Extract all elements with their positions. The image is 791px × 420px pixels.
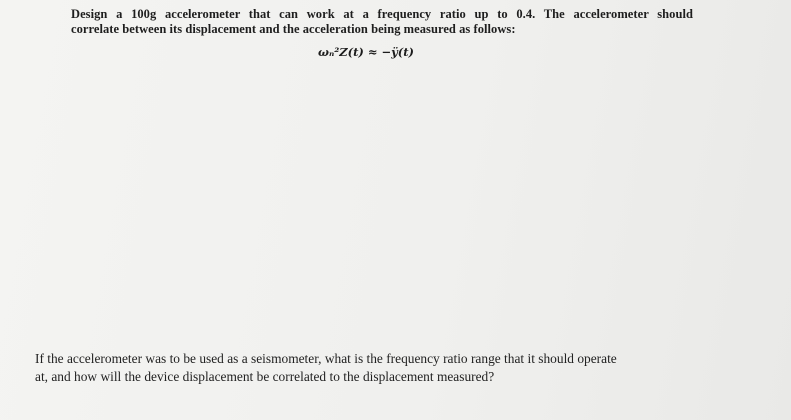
question-1-line-1: Design a 100g accelerometer that can work at a frequency ratio up to 0.4. The accelerometer should — [71, 7, 693, 21]
question-2-line-1: If the accelerometer was to be used as a seismometer, what is the frequency ratio range that it should operate — [35, 351, 617, 366]
equation: ωₙ²Z(t) ≈ −ÿ(t) — [318, 45, 414, 59]
question-2-text — [35, 350, 715, 386]
question-1-text — [71, 7, 711, 37]
question-2-line-2: at, and how will the device displacement be correlated to the displacement measured? — [35, 369, 495, 384]
question-1-line-2: correlate between its displacement and the acceleration being measured as follows: — [71, 22, 516, 36]
